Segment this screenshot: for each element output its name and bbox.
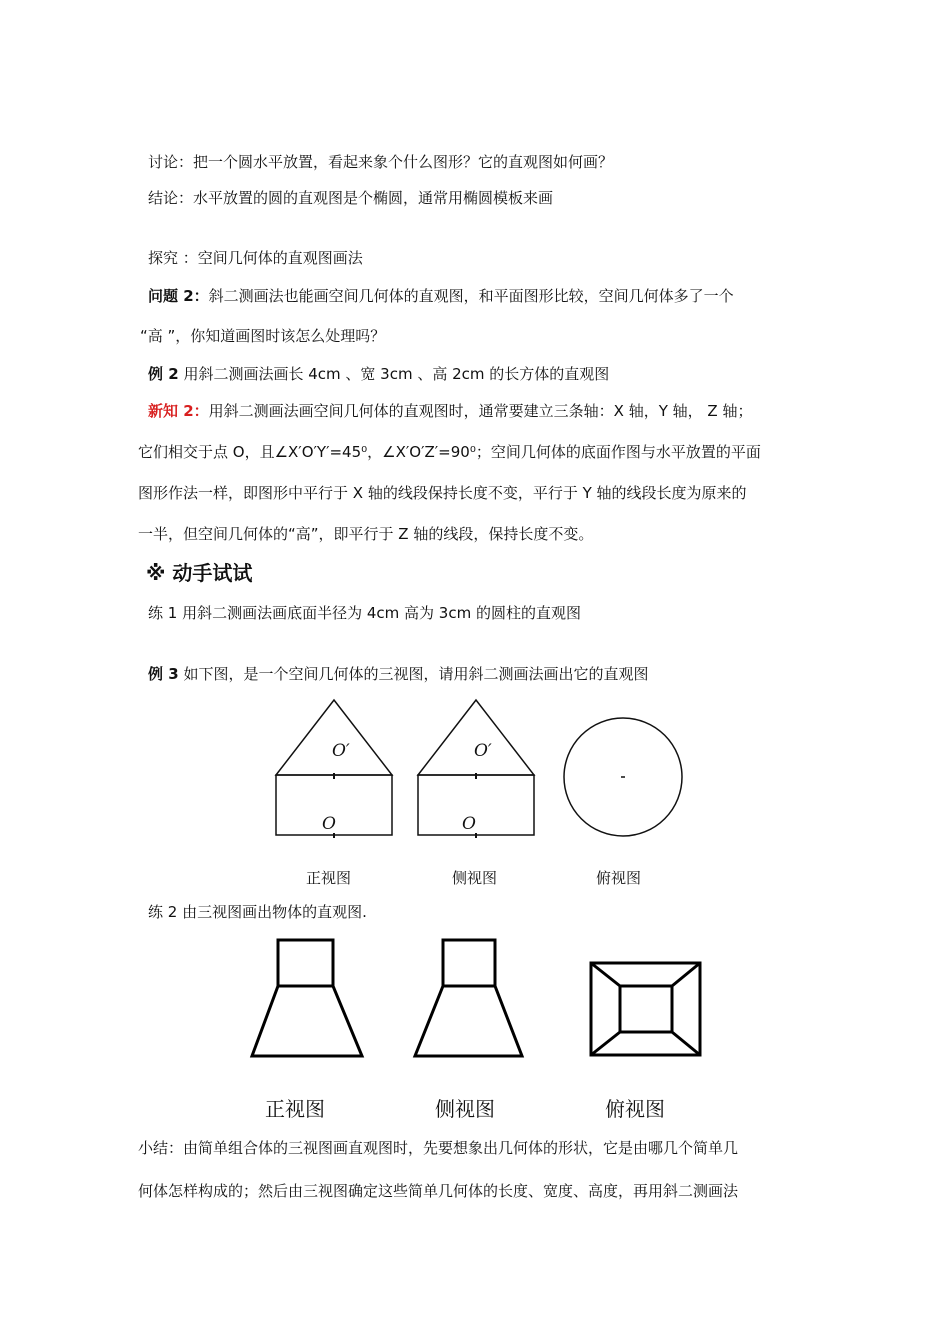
caption-top-view-2: 俯视图 bbox=[605, 1097, 665, 1121]
newknowledge2-text: 用斜二测画法画空间几何体的直观图时，通常要建立三条轴：X 轴，Y 轴， Z 轴； bbox=[208, 402, 753, 420]
newknowledge2-line3: 图形作法一样，即图形中平行于 X 轴的线段保持长度不变，平行于 Y 轴的线段长度为原来的 bbox=[138, 484, 747, 502]
caption-top-view-1: 俯视图 bbox=[596, 869, 642, 887]
example3-text: 如下图，是一个空间几何体的三视图，请用斜二测画法画出它的直观图 bbox=[183, 665, 649, 683]
front-view-drawing-2 bbox=[252, 940, 362, 1056]
explore-line: 探究 ：空间几何体的直观图画法 bbox=[148, 249, 363, 267]
newknowledge2-label: 新知 2： bbox=[148, 402, 209, 420]
practice1-line: 练 1 用斜二测画法画底面半径为 4cm 高为 3cm 的圆柱的直观图 bbox=[148, 604, 581, 622]
question2-continued: “高 ”，你知道画图时该怎么处理吗？ bbox=[140, 327, 386, 345]
conclusion-line: 结论：水平放置的圆的直观图是个椭圆，通常用椭圆模板来画 bbox=[148, 189, 554, 207]
front-point-o-prime: O′ bbox=[332, 741, 350, 761]
front-point-o: O bbox=[322, 814, 336, 834]
summary-line2: 何体怎样构成的；然后由三视图确定这些简单几何体的长度、宽度、高度，再用斜二测画法 bbox=[138, 1182, 739, 1200]
top-view-drawing-2 bbox=[591, 963, 700, 1055]
newknowledge2-line2: 它们相交于点 O，且∠X′O′Y′=45⁰，∠X′O′Z′=90⁰；空间几何体的底面作图与水平放置的平面 bbox=[138, 443, 761, 461]
caption-front-view-1: 正视图 bbox=[306, 869, 352, 887]
caption-side-view-1: 侧视图 bbox=[452, 869, 498, 887]
caption-front-view-2: 正视图 bbox=[265, 1097, 325, 1121]
side-view-drawing-2 bbox=[415, 940, 522, 1056]
caption-side-view-2: 侧视图 bbox=[435, 1097, 495, 1121]
question2-label: 问题 2： bbox=[148, 287, 209, 305]
discuss-line: 讨论：把一个圆水平放置，看起来象个什么图形？它的直观图如何画？ bbox=[148, 153, 614, 171]
example2-label: 例 2 bbox=[148, 365, 179, 383]
example2-text: 用斜二测画法画长 4cm 、宽 3cm 、高 2cm 的长方体的直观图 bbox=[183, 365, 610, 383]
summary-line1: 小结：由简单组合体的三视图画直观图时，先要想象出几何体的形状，它是由哪几个简单几 bbox=[138, 1139, 739, 1157]
side-point-o-prime: O′ bbox=[474, 741, 492, 761]
practice2-line: 练 2 由三视图画出物体的直观图. bbox=[148, 903, 367, 921]
question2-text: 斜二测画法也能画空间几何体的直观图，和平面图形比较，空间几何体多了一个 bbox=[208, 287, 734, 305]
example3-label: 例 3 bbox=[148, 665, 179, 683]
side-point-o: O bbox=[462, 814, 476, 834]
try-heading: ※ 动手试试 bbox=[146, 561, 253, 585]
newknowledge2-line4: 一半，但空间几何体的“高”，即平行于 Z 轴的线段，保持长度不变。 bbox=[138, 525, 594, 543]
